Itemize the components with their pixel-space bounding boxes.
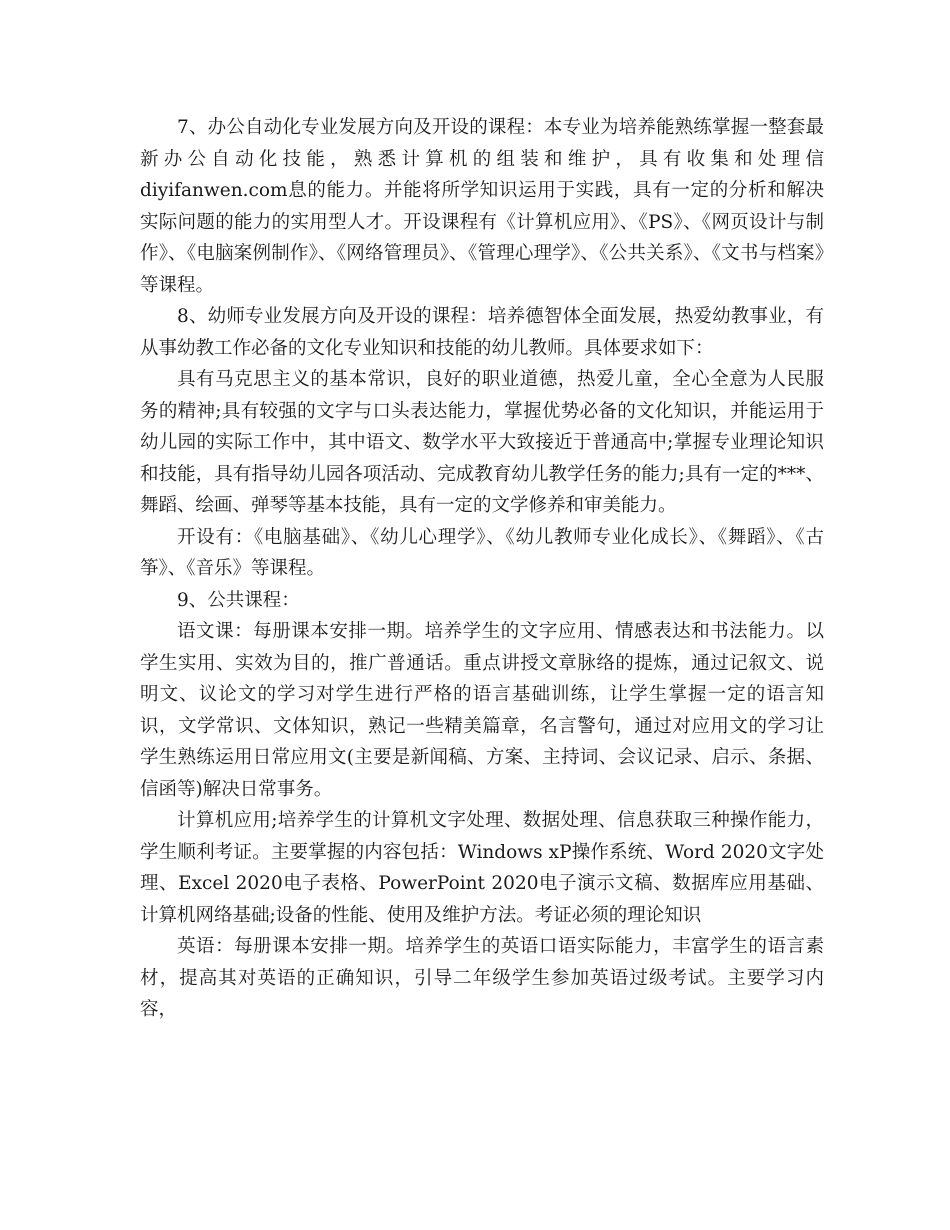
paragraph-office-automation: 7、办公自动化专业发展方向及开设的课程：本专业为培养能熟练掌握一整套最新办公自动化技能，熟悉计算机的组装和维护，具有收集和处理信diyifanwen.com息的能力。并能将所学知识运用于实践，具有一定的分析和解决实际问题的能力的实用型人才。开设课程有《计算机应用》、《PS》、《网页设计与制作》、《电脑案例制作》、《网络管理员》、《管理心理学》、《公共关系》、《文书与档案》等课程。 bbox=[140, 117, 824, 296]
paragraph-preschool-requirements: 具有马克思主义的基本常识，良好的职业道德，热爱儿童，全心全意为人民服务的精神;具有较强的文字与口头表达能力，掌握优势必备的文化知识，并能运用于幼儿园的实际工作中，其中语文、数学水平大致接近于普通高中;掌握专业理论知识和技能，具有指导幼儿园各项活动、完成教育幼儿教学任务的能力;具有一定的***、舞蹈、绘画、弹琴等基本技能，具有一定的文学修养和审美能力。 bbox=[140, 369, 824, 516]
paragraph-english-course: 英语：每册课本安排一期。培养学生的英语口语实际能力，丰富学生的语言素材，提高其对英语的正确知识，引导二年级学生参加英语过级考试。主要学习内容， bbox=[140, 936, 824, 1020]
paragraph-computer-course: 计算机应用;培养学生的计算机文字处理、数据处理、信息获取三种操作能力，学生顺利考证。主要掌握的内容包括：Windows xP操作系统、Word 2020文字处理、Excel 2020电子表格、PowerPoint 2020电子演示文稿、数据库应用基础、计算机网络基础;设备的性能、使用及维护方法。考证必须的理论知识 bbox=[140, 810, 824, 926]
document-page bbox=[140, 112, 824, 1026]
paragraph-preschool-teacher: 8、幼师专业发展方向及开设的课程：培养德智体全面发展，热爱幼教事业，有从事幼教工作必备的文化专业知识和技能的幼儿教师。具体要求如下： bbox=[140, 306, 824, 359]
paragraph-public-courses-heading: 9、公共课程： bbox=[177, 589, 300, 611]
paragraph-preschool-courses: 开设有：《电脑基础》、《幼儿心理学》、《幼儿教师专业化成长》、《舞蹈》、《古筝》、《音乐》等课程。 bbox=[140, 526, 824, 579]
paragraph-chinese-course: 语文课：每册课本安排一期。培养学生的文字应用、情感表达和书法能力。以学生实用、实效为目的，推广普通话。重点讲授文章脉络的提炼，通过记叙文、说明文、议论文的学习对学生进行严格的语言基础训练，让学生掌握一定的语言知识，文学常识、文体知识，熟记一些精美篇章，名言警句，通过对应用文的学习让学生熟练运用日常应用文(主要是新闻稿、方案、主持词、会议记录、启示、条据、信函等)解决日常事务。 bbox=[140, 621, 824, 800]
